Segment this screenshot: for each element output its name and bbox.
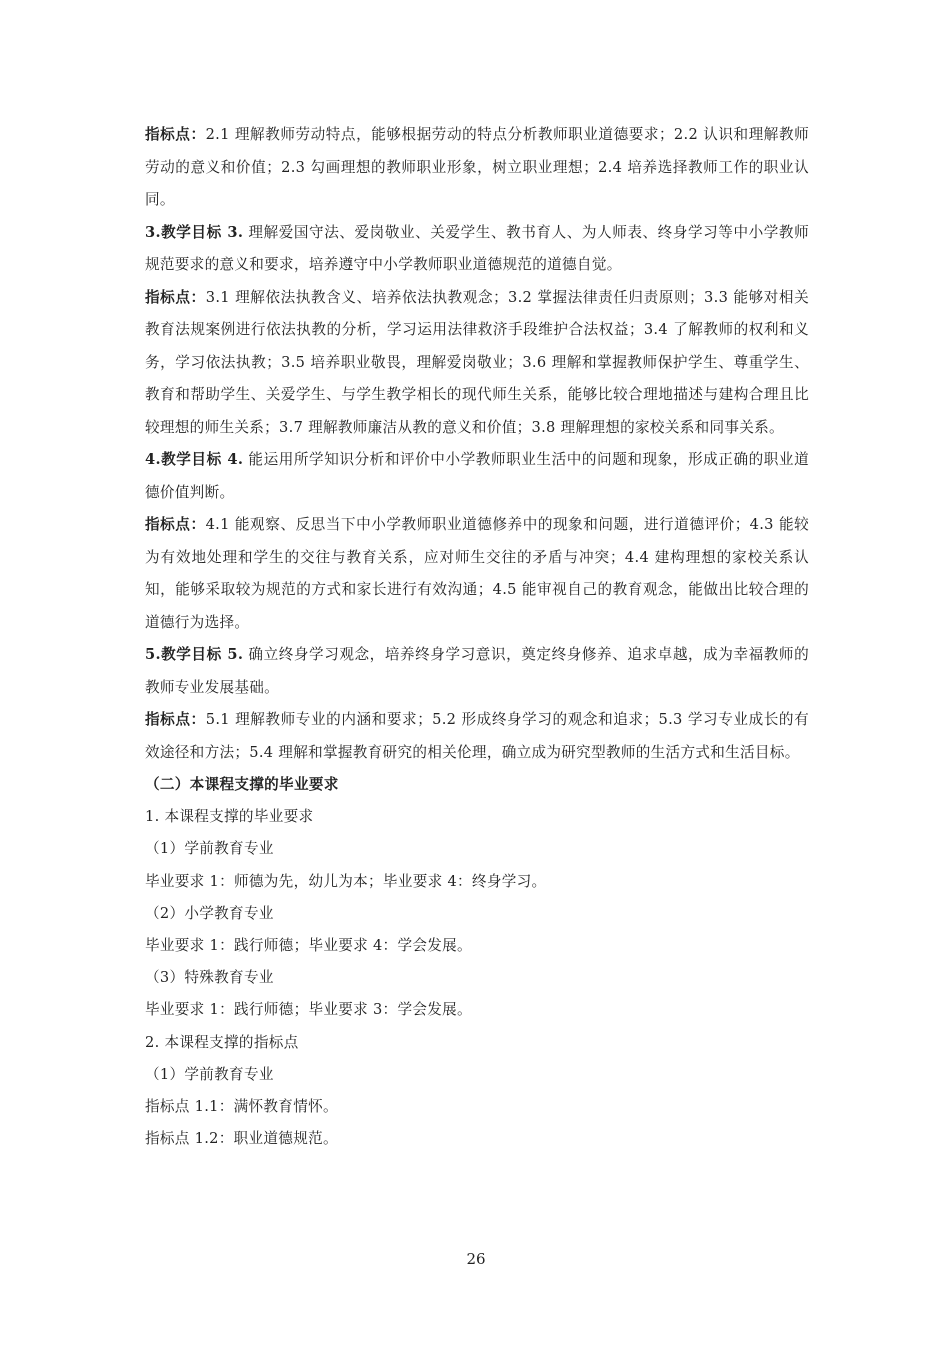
- teaching-goal-3: [145, 217, 809, 282]
- list-item: 指标点 1.2：职业道德规范。: [145, 1130, 338, 1148]
- paragraph-text: 理解爱国守法、爱岗敬业、关爱学生、教书育人、为人师表、终身学习等中小学教师规范要求的意义和要求，培养遵守中小学教师职业道德规范的道德自觉。: [145, 223, 809, 273]
- paragraph-lead: 指标点：: [145, 126, 206, 143]
- list-item: （2）小学教育专业: [145, 904, 274, 922]
- paragraph-lead: 指标点：: [145, 711, 206, 728]
- paragraph-lead: 5.教学目标 5.: [145, 646, 244, 663]
- indicator-paragraph-4: [145, 509, 809, 639]
- teaching-goal-4: [145, 444, 809, 509]
- list-item: 1. 本课程支撑的毕业要求: [145, 808, 314, 826]
- paragraph-text: 2.1 理解教师劳动特点，能够根据劳动的特点分析教师职业道德要求；2.2 认识和理解教师劳动的意义和价值；2.3 勾画理想的教师职业形象，树立职业理想；2.4 培养选择教师工作的职业认同。: [145, 126, 809, 208]
- paragraph-text: 5.1 理解教师专业的内涵和要求；5.2 形成终身学习的观念和追求；5.3 学习专业成长的有效途径和方法；5.4 理解和掌握教育研究的相关伦理，确立成为研究型教师的生活方式和生活目标。: [145, 711, 809, 761]
- paragraph-lead: 3.教学目标 3.: [145, 223, 244, 241]
- paragraph-text: 确立终身学习观念，培养终身学习意识，奠定终身修养、追求卓越，成为幸福教师的教师专业发展基础。: [145, 646, 809, 696]
- section-heading: （二）本课程支撑的毕业要求: [145, 776, 339, 793]
- paragraph-lead: 4.教学目标 4.: [145, 451, 244, 468]
- paragraph-lead: 指标点：: [145, 288, 206, 306]
- list-item: 毕业要求 1：践行师德；毕业要求 4：学会发展。: [145, 937, 472, 955]
- paragraph-lead: 指标点：: [145, 516, 206, 533]
- paragraph-text: 4.1 能观察、反思当下中小学教师职业道德修养中的现象和问题，进行道德评价；4.3 能较为有效地处理和学生的交往与教育关系，应对师生交往的矛盾与冲突；4.4 建构理想的家校关系认知，能够采取较为规范的方式和家长进行有效沟通；4.5 能审视自己的教育观念，能做出比较合理的道德行为选择。: [145, 516, 809, 631]
- teaching-goal-5: [145, 639, 809, 704]
- list-item: （3）特殊教育专业: [145, 969, 274, 987]
- paragraph-text: 能运用所学知识分析和评价中小学教师职业生活中的问题和现象，形成正确的职业道德价值判断。: [145, 451, 809, 501]
- indicator-paragraph-2: [145, 119, 809, 217]
- list-item: 2. 本课程支撑的指标点: [145, 1033, 299, 1051]
- list-item: （1）学前教育专业: [145, 1065, 274, 1083]
- list-item: （1）学前教育专业: [145, 840, 274, 858]
- indicator-paragraph-3: [145, 282, 809, 445]
- paragraph-text: 3.1 理解依法执教含义、培养依法执教观念；3.2 掌握法律责任归责原则；3.3 能够对相关教育法规案例进行依法执教的分析，学习运用法律救济手段维护合法权益；3.4 了解教师的权利和义务，学习依法执教；3.5 培养职业敬畏，理解爱岗敬业；3.6 理解和掌握教师保护学生、尊重学生、教育和帮助学生、关爱学生、与学生教学相长的现代师生关系，能够比较合理地描述与建构合理且比较理想的师生关系；3.7 理解教师廉洁从教的意义和价值；3.8 理解理想的家校关系和同事关系。: [145, 288, 809, 436]
- page-body: [145, 119, 809, 1155]
- list-item: 毕业要求 1：践行师德；毕业要求 3：学会发展。: [145, 1001, 472, 1019]
- indicator-paragraph-5: [145, 704, 809, 769]
- list-item: 指标点 1.1：满怀教育情怀。: [145, 1098, 338, 1116]
- page-number: 26: [466, 1250, 486, 1268]
- list-item: 毕业要求 1：师德为先，幼儿为本；毕业要求 4：终身学习。: [145, 872, 547, 890]
